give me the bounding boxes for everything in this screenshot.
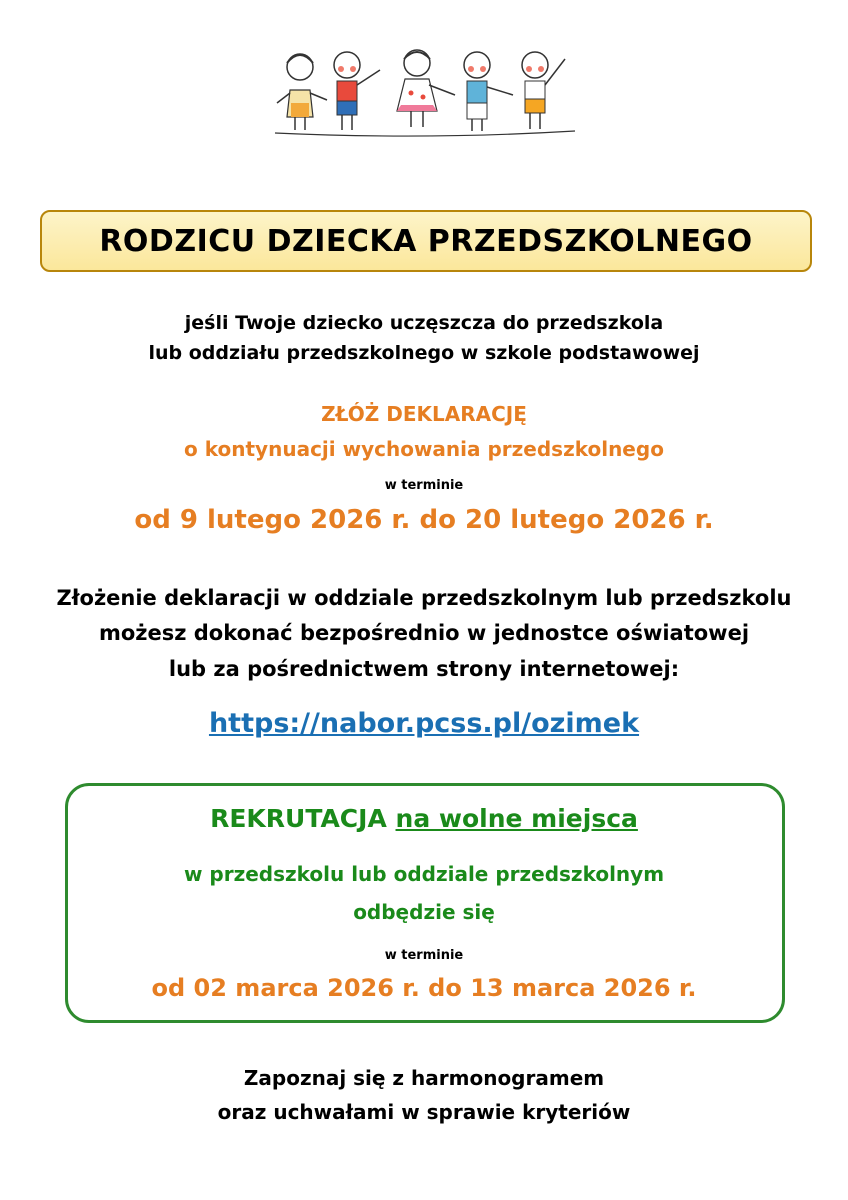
recruitment-term-label: w terminie bbox=[384, 948, 464, 963]
recruitment-heading bbox=[0, 804, 848, 833]
page-title-box bbox=[40, 210, 812, 272]
recruitment-heading-main: REKRUTACJA bbox=[210, 804, 387, 833]
recruitment-line-2: odbędzie się bbox=[353, 900, 495, 924]
submission-line-2: możesz dokonać bezpośrednio w jednostce oświatowej bbox=[98, 621, 750, 645]
declaration-heading: ZŁÓŻ DEKLARACJĘ bbox=[321, 402, 527, 426]
intro-line-1: jeśli Twoje dziecko uczęszcza do przedszkola bbox=[184, 312, 664, 334]
recruitment-site-link[interactable]: https://nabor.pcss.pl/ozimek bbox=[208, 708, 640, 739]
declaration-term-label: w terminie bbox=[384, 478, 464, 493]
recruitment-dates: od 02 marca 2026 r. do 13 marca 2026 r. bbox=[151, 974, 697, 1002]
submission-line-1: Złożenie deklaracji w oddziale przedszkolnym lub przedszkolu bbox=[56, 586, 792, 610]
page-title: RODZICU DZIECKA PRZEDSZKOLNEGO bbox=[99, 223, 753, 259]
recruitment-line-1: w przedszkolu lub oddziale przedszkolnym bbox=[183, 862, 665, 886]
footer-line-1: Zapoznaj się z harmonogramem bbox=[243, 1066, 605, 1090]
declaration-dates: od 9 lutego 2026 r. do 20 lutego 2026 r. bbox=[134, 505, 714, 535]
footer-line-2: oraz uchwałami w sprawie kryteriów bbox=[217, 1100, 631, 1124]
recruitment-heading-free-places: na wolne miejsca bbox=[395, 804, 638, 833]
intro-line-2: lub oddziału przedszkolnego w szkole podstawowej bbox=[148, 342, 700, 364]
declaration-subheading: o kontynuacji wychowania przedszkolnego bbox=[184, 437, 664, 461]
children-holding-hands-icon bbox=[265, 45, 585, 140]
submission-line-3: lub za pośrednictwem strony internetowej: bbox=[168, 657, 680, 681]
